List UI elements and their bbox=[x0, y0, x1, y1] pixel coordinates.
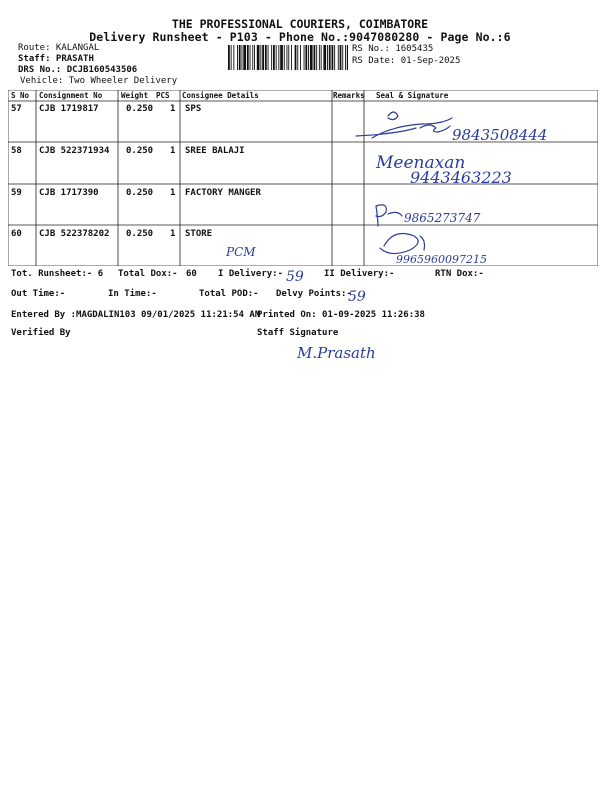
row-consignment: CJB 522378202 bbox=[39, 229, 110, 239]
total-runsheet: Tot. Runsheet:- 6 bbox=[11, 269, 104, 279]
col-consignment: Consignment No bbox=[39, 91, 103, 100]
col-pcs: PCS bbox=[156, 91, 170, 100]
delvy-points-label: Delvy Points:- bbox=[276, 289, 352, 299]
row-consignee: SPS bbox=[185, 104, 202, 114]
total-dox-value: 60 bbox=[186, 269, 197, 279]
row-consignee: SREE BALAJI bbox=[185, 146, 245, 156]
in-time-label: In Time:- bbox=[108, 289, 157, 299]
row-pcs: 1 bbox=[170, 229, 176, 239]
row-consignment: CJB 1719817 bbox=[39, 104, 99, 114]
row-pcs: 1 bbox=[170, 104, 176, 114]
handwritten-delvy-points: 59 bbox=[348, 289, 366, 305]
runsheet-subtitle: Delivery Runsheet - P103 - Phone No.:9047080280 - Page No.:6 bbox=[89, 30, 511, 44]
row-sno: 58 bbox=[11, 146, 22, 156]
handwritten-name-row58: Meenaxan bbox=[376, 153, 466, 173]
row-sno: 60 bbox=[11, 229, 22, 239]
out-time-label: Out Time:- bbox=[11, 289, 66, 299]
handwritten-staff-signature: M.Prasath bbox=[297, 344, 376, 362]
handwritten-remark-row60: PCM bbox=[226, 245, 256, 259]
i-delivery-label: I Delivery:- bbox=[218, 269, 284, 279]
total-dox-label: Total Dox:- bbox=[118, 269, 178, 279]
printed-on: Printed On: 01-09-2025 11:26:38 bbox=[257, 310, 425, 320]
vehicle-label: Vehicle: Two Wheeler Delivery bbox=[20, 76, 178, 86]
row-consignment: CJB 522371934 bbox=[39, 146, 110, 156]
rs-date: RS Date: 01-Sep-2025 bbox=[352, 56, 461, 66]
rs-number: RS No.: 1605435 bbox=[352, 44, 434, 54]
col-weight: Weight bbox=[121, 91, 149, 100]
handwritten-phone-row58: 9443463223 bbox=[410, 168, 512, 187]
route-label: Route: KALANGAL bbox=[18, 43, 100, 53]
row-pcs: 1 bbox=[170, 188, 176, 198]
company-title: THE PROFESSIONAL COURIERS, COIMBATORE bbox=[171, 17, 429, 31]
handwritten-i-delivery: 59 bbox=[286, 269, 304, 285]
staff-label: Staff: PRASATH bbox=[18, 54, 94, 64]
row-weight: 0.250 bbox=[126, 104, 154, 114]
staff-signature-label: Staff Signature bbox=[257, 328, 339, 338]
col-seal-signature: Seal & Signature bbox=[376, 91, 449, 100]
handwritten-phone-row57: 9843508444 bbox=[452, 126, 548, 144]
row-sno: 59 bbox=[11, 188, 22, 198]
verified-by: Verified By bbox=[11, 328, 71, 338]
col-sno: S No bbox=[11, 91, 30, 100]
col-consignee: Consignee Details bbox=[182, 91, 259, 100]
row-consignee: FACTORY MANGER bbox=[185, 188, 261, 198]
rtn-dox-label: RTN Dox:- bbox=[435, 269, 484, 279]
row-consignee: STORE bbox=[185, 229, 213, 239]
row-sno: 57 bbox=[11, 104, 22, 114]
handwritten-phone-row59: 9865273747 bbox=[404, 211, 481, 225]
handwritten-phone-row60: 9965960097215 bbox=[396, 253, 487, 266]
row-weight: 0.250 bbox=[126, 188, 154, 198]
col-remarks: Remarks bbox=[333, 91, 365, 100]
row-weight: 0.250 bbox=[126, 229, 154, 239]
ii-delivery-label: II Delivery:- bbox=[324, 269, 395, 279]
total-pod-label: Total POD:- bbox=[199, 289, 259, 299]
entered-by: Entered By :MAGDALIN103 09/01/2025 11:21:54 AM bbox=[11, 310, 261, 320]
row-consignment: CJB 1717390 bbox=[39, 188, 99, 198]
barcode-image bbox=[228, 45, 348, 70]
row-pcs: 1 bbox=[170, 146, 176, 156]
row-weight: 0.250 bbox=[126, 146, 154, 156]
drs-number: DRS No.: DCJB160543506 bbox=[18, 65, 138, 75]
